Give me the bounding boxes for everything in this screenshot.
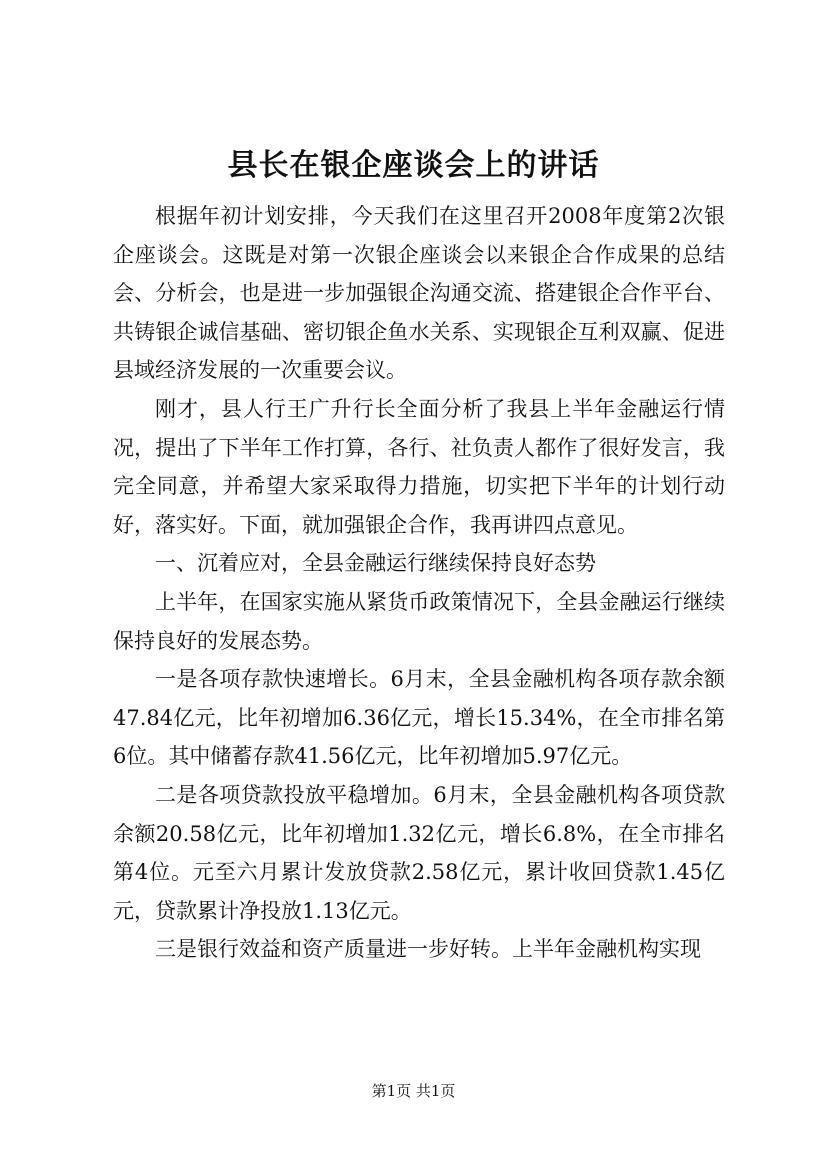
paragraph-first-half: 上半年，在国家实施从紧货币政策情况下，全县金融运行继续保持良好的发展态势。 [113, 589, 725, 653]
page-footer: 第1页 共1页 [371, 1082, 456, 1100]
paragraph-loans: 二是各项贷款投放平稳增加。6月末，全县金融机构各项贷款余额20.58亿元，比年初增加1.32亿元，增长6.8%，在全市排名第4位。元至六月累计发放贷款2.58亿元，累计收回贷款1.45亿元，贷款累计净投放1.13亿元。 [113, 782, 725, 923]
paragraph-deposits: 一是各项存款快速增长。6月末，全县金融机构各项存款余额47.84亿元，比年初增加6.36亿元，增长15.34%，在全市排名第6位。其中储蓄存款41.56亿元，比年初增加5.97亿元。 [113, 667, 725, 769]
paragraph-bank-efficiency: 三是银行效益和资产质量进一步好转。上半年金融机构实现 [155, 937, 701, 962]
section-heading-one: 一、沉着应对，全县金融运行继续保持良好态势 [155, 551, 596, 576]
paragraph-intro: 根据年初计划安排，今天我们在这里召开2008年度第2次银企座谈会。这既是对第一次银企座谈会以来银企合作成果的总结会、分析会，也是进一步加强银企沟通交流、搭建银企合作平台、共铸银企诚信基础、密切银企鱼水关系、实现银企互利双赢、促进县域经济发展的一次重要会议。 [113, 204, 725, 383]
paragraph-summary: 刚才，县人行王广升行长全面分析了我县上半年金融运行情况，提出了下半年工作打算，各行、社负责人都作了很好发言，我完全同意，并希望大家采取得力措施，切实把下半年的计划行动好，落实好。下面，就加强银企合作，我再讲四点意见。 [113, 396, 725, 537]
document-title: 县长在银企座谈会上的讲话 [227, 148, 600, 183]
document-body [113, 197, 725, 969]
